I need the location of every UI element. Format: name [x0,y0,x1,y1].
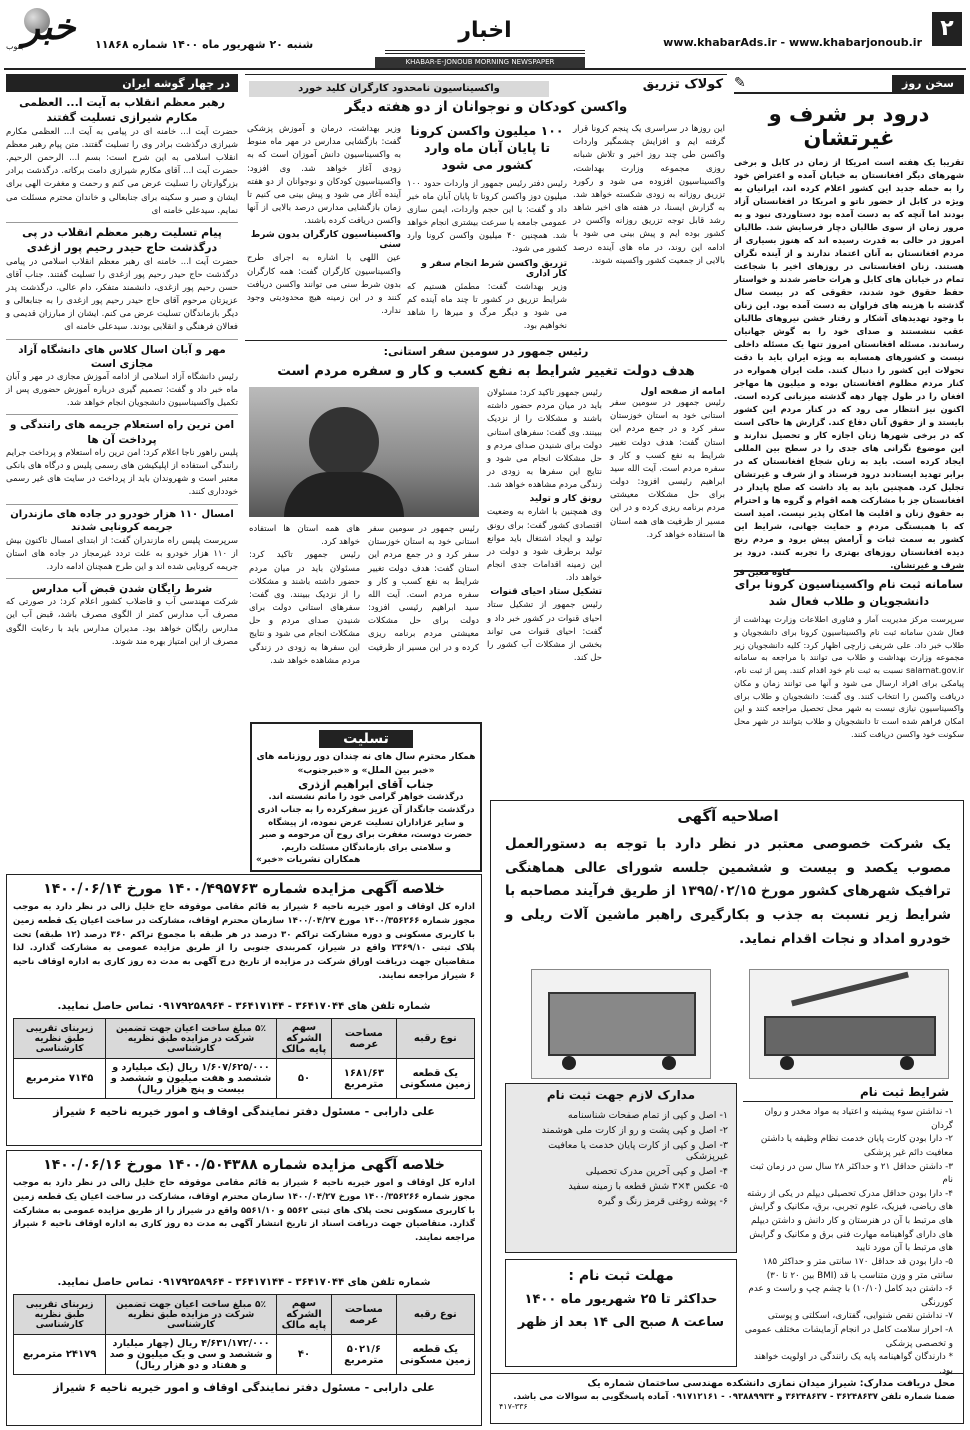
table-header-row [14,1295,475,1335]
table-header-row [14,1019,475,1059]
table-header: مساحت عرصه [332,1295,397,1335]
condolence-title: تسلیت [319,730,413,748]
documents-item: ۲- اصل و کپی پشت و رو از کارت ملی هوشمند [541,1125,728,1136]
person-shoulders-icon [284,472,404,517]
lead-left-col [247,123,401,335]
auction-notice-1 [6,874,482,1146]
condolence-name: جناب آقای ابراهیم ازذری [298,778,434,791]
news-item-title: امسال ۱۱۰ هزار خودرو در جاده های مازندران جریمه کرونایی شدند [10,508,234,533]
documents-item: ۵- عکس ۴×۳ شش قطعه با زمینه سفید [568,1181,728,1192]
news-item [6,414,238,499]
lead-story [245,74,727,338]
section-title: اخبار [385,18,585,54]
auction-phones: شماره تلفن های ۳۶۴۱۷۰۴۴ - ۳۶۴۱۷۱۴۴ - ۰۹۱۷۹۲۵۸۹۶۴ تماس حاصل نمایید. [57,1277,431,1288]
auction-notice-2 [6,1150,482,1426]
logo [6,4,92,60]
documents-item: ۶- پوشه روغنی قرمز رنگ و گیره [597,1196,728,1207]
documents-title: مدارک لازم جهت ثبت نام [546,1088,696,1102]
auction-footer: علی دارابی - مسئول دفتر نمایندگی اوقاف و امور خیریه ناحیه ۶ شیراز [53,1381,435,1394]
table-header: سهم الشرکه پایه مالک [276,1019,331,1059]
raisi-subtitle-3: تشکیل ستاد احیای قنوات [490,587,602,598]
table-cell: ۷۱۴۵ مترمربع [14,1059,106,1099]
raisi-headline: هدف دولت تغییر شرایط به نفع کسب و کار و سفره مردم است [277,363,695,379]
table-header: نوع رقبه [396,1019,474,1059]
table-cell: ۵۰۲۱/۶ مترمربع [332,1335,397,1375]
wheel-icon [900,1056,914,1070]
auction-title: خلاصه آگهی مزایده شماره ۱۴۰۰/۴۹۵۷۶۳ مورخ ۱۴۰۰/۰۶/۱۴ [43,881,445,897]
lead-box-title: ۱۰۰ میلیون واکسن کرونا تا پایان آبان ماه وارد کشور می شود [410,123,564,172]
wheel-icon [562,1056,576,1070]
rail-vehicle-image [749,969,949,1079]
news-item-body: پلیس راهور ناجا اعلام کرد: امن ترین راه استعلام و پرداخت جرایم رانندگی استفاده از اپلیکیشن های رسمی پلیس و درگاه های بانکی معتبر است و شهروندان باید از پرداخت در سایت های غیر رسمی خودداری کنند. [6,447,238,498]
table-cell: ۴۰ [276,1335,331,1375]
news-item-body: سرپرست پلیس راه مازندران گفت: از ابتدای امسال تاکنون بیش از ۱۱۰ هزار خودرو به علت تردد غیرمجاز در جاده های استان جریمه کرونایی شده اند و این طرح همچنان ادامه دارد. [6,535,239,572]
condolence-body-2: درگذشت خواهر گرامی خود را ماتم نشسته اند. درگذشت جانگداز آن عزیز سفرکرده را به جناب اذری و سایر عزاداران تسلیت عرض نموده، از پیشگاه حضرت دوست، مغفرت برای روح آن مرحومه و صبر و سلامتی برای بازماندگان مسئلت داریم. [257,792,475,853]
raisi-body-wrap [249,523,479,719]
auction-phones: شماره تلفن های ۳۶۴۱۷۰۴۴ - ۳۶۴۱۷۱۴۴ - ۰۹۱۷۹۲۵۸۹۶۴ تماس حاصل نمایید. [57,1001,431,1012]
wheel-icon [662,1056,676,1070]
deadline-box [505,1259,737,1367]
raisi-body-1-cont: رئیس جمهور در سومین سفر استانی خود به استان خوزستان سفر کرد و در جمع مردم این استان گفت: هدف دولت تغییر شرایط به نفع کسب و کار و سفره مردم است. آیت الله سید ابراهیم رئیسی افزود: دولت برای حل مشکلات معیشتی مردم برنامه ریزی کرده و در این مسیر از ظرفیت های همه استان ها استفاده خواهد کرد. [249,524,479,653]
raisi-story [245,340,727,722]
documents-item: ۱- اصل و کپی از تمام صفحات شناسنامه [567,1110,728,1121]
condolence-signature: همکاران نشریات «خبر» [256,854,361,865]
condition-item: ۳- داشتن حداقل ۲۱ و حداکثر ۲۸ سال سن در زمان ثبت نام [750,1161,953,1186]
news-item-title: پیام تسلیت رهبر معظم انقلاب در پی درگذشت حاج حیدر رحیم پور ازغدی [22,225,222,254]
condition-item: ۶- داشتن دید کامل (۱۰/۱۰) با چشم چپ و راست و عدم کوررنگی [748,1284,953,1308]
ad-code: ۴۱۷-۳۳۶ [499,1402,528,1411]
table-row [14,1059,475,1099]
deadline-title: مهلت ثبت نام : [568,1268,674,1284]
condition-item: ۱- نداشتن سوء پیشینه و اعتیاد به مواد مخدر و روان گردان [764,1107,953,1131]
crane-arm-icon [791,972,909,1007]
auction-table-wrap [7,1294,481,1375]
news-item-title: رهبر معظم انقلاب به آیت ا... العظمی مکارم شیرازی تسلیت گفتند [19,96,225,124]
news-item [6,96,238,218]
table-header: ۵٪ مبلغ ساخت اعیان جهت تضمین شرکت در مزایده طبق نظریه کارشناسی [106,1295,277,1335]
news-item-body: حضرت آیت ا... خامنه ای در پیامی به آیت ا... العظمی مکارم شیرازی درگذشت برادر وی را تسلیت گفتند. متن پیام رهبر معظم انقلاب اسلامی به این شرح است: بسم ا... الرحمن الرحیم. حضرت آیت ا... آقای مکارم شیرازی دامت برکاته. درگذشت برادر بزرگوارتان را تسلیت عرض می کنم و رحمت و مغفرت الهی برای ایشان و صبر و سکینه برای جنابعالی و خاندان محترم مسئلت می نمایم. سیدعلی خامنه ای [6,126,238,216]
deadline-date: حداکثر تا ۲۵ شهریور ماه ۱۴۰۰ [524,1292,718,1307]
vaccination-news [734,570,964,792]
condition-item: ۲- دارا بودن کارت پایان خدمت نظام وظیفه یا داشتن معافیت دائم غیر پزشکی [760,1134,953,1158]
raisi-photo [249,387,479,517]
table-header: سهم الشرکه پایه مالک [276,1295,331,1335]
ad-title: اصلاحیه آگهی [677,807,779,825]
condolence-body-1: همکار محترم سال های نه چندان دور روزنامه های «خبر بین الملل» و «خبرجنوب» [256,752,476,776]
condition-item: ۴- دارا بودن حداقل مدرک تحصیلی دیپلم در یکی از رشته های ریاضی، فیزیک، علوم تجربی، برق، مکانیک و گرایش های مرتبط با آن در هنرستان و کار دانش و داشتن دیپلم های دارای گواهینامه مهارت فنی برق و مکانیک و گرایش های مرتبط با آن مورد تایید [746,1188,953,1254]
four-corners-label: در چهار گوشه ایران [6,75,238,92]
table-header: نوع رقبه [396,1295,474,1335]
ad-address: محل دریافت مدارک: شیراز میدان نمازی دانشکده مهندسی ساختمان شماره یک [587,1378,955,1389]
editorial-column [734,74,964,578]
table-cell: ۱۶۸۱/۶۳ مترمربع [332,1059,397,1099]
news-item-title: شرط رایگان شدن قبض آب مدارس [31,583,213,596]
deadline-hours: ساعت ۸ صبح الی ۱۴ بعد از ظهر [517,1315,725,1330]
lead-body-3: عین اللهی با اشاره به اجرای طرح واکسیناسیون کارگران گفت: همه کارگران بدون شرط سنی می توانند واکسن دریافت کنند و در این زمینه هیچ محدودیتی وجود ندارد. [247,253,401,317]
auction-table-wrap [7,1018,481,1099]
lead-box-body-2: وزیر بهداشت گفت: مطمئن هستیم که شرایط تزریق در کشور تا چند ماه آینده کم می شود و دیگر مرگ و میرها را شاهد نخواهیم بود. [407,281,567,332]
masthead-bar: KHABAR-E-JONOUB MORNING NEWSPAPER [375,57,585,68]
rail-car-image [531,969,711,1079]
raisi-body-1: رئیس جمهور در سومین سفر استانی خود به استان خوزستان سفر کرد و در جمع مردم این استان گفت: هدف دولت تغییر شرایط به نفع کسب و کار و سفره مردم است. آیت الله سید ابراهیم رئیسی افزود: دولت برای حل مشکلات معیشتی مردم برنامه ریزی کرده و در این مسیر از ظرفیت های همه استان ها استفاده خواهد کرد. [610,398,725,540]
documents-item: ۴- اصل و کپی آخرین مدرک تحصیلی [585,1166,728,1177]
news-item-body: رئیس دانشگاه آزاد اسلامی از ادامه آموزش مجازی در مهر و آبان ماه خبر داد و گفت: تصمیم گیری درباره آموزش حضوری پس از تکمیل واکسیناسیون دانشجویان انجام خواهد شد. [6,371,238,409]
auction-table [13,1294,475,1375]
raisi-subtitle-2: رونق کار و تولید [529,494,602,505]
website-url: www.khabarAds.ir - www.khabarjonoub.ir [663,36,922,49]
page-number: ۲ [932,12,962,46]
conditions-box [743,1083,953,1376]
four-corners-column [6,74,238,870]
rail-vehicle-icon [764,1016,936,1056]
vaccination-body: سرپرست مرکز مدیریت آمار و فناوری اطلاعات وزارت بهداشت از فعال شدن سامانه ثبت نام واکسیناسیون کرونا برای دانشجویان و طلاب خبر داد. علی شریفی زارچی اظهار کرد: کلیه دانشجویان زیر مجموعه وزارت بهداشت و طلاب می توانند با مراجعه به سامانه salamat.gov.ir نسبت به ثبت نام خود اقدام کنند. پس از ثبت نام، پیامکی برای افراد ارسال می شود و آنها می توانند زمان و مکان دریافت واکسن را انتخاب کنند. وی گفت: دانشجویان و طلاب برای واکسیناسیون نیازی نیست به شهر محل تحصیل مراجعه کنند و این امکان فراهم شده است تا دانشجویان و طلاب بتوانند در شهر محل سکونت خود واکسن دریافت کنند. [734,614,964,739]
condition-item: ۸- احراز سلامت کامل در انجام آزمایشات مختلف عمومی و تخصصی پزشکی [744,1325,953,1349]
ad-footer [491,1373,963,1423]
documents-box [505,1083,737,1253]
condition-item: ۷- نداشتن نقص شنوایی، گفتاری، اسکلتی و پوستی [767,1311,953,1322]
raisi-col-2 [487,387,602,717]
raisi-col-1 [610,387,725,717]
editorial-label-text: سخن روز [892,75,964,92]
news-item [6,578,238,649]
wheel-icon [780,1056,794,1070]
table-cell: یک قطعه زمین مسکونی [396,1059,474,1099]
table-header: زیربنای تقریبی طبق نظریه کارشناسی [14,1295,106,1335]
raisi-body-2-cont: رئیس جمهور تاکید کرد: مسئولان باید در میان مردم حضور داشته باشند و مشکلات را از نزدیک ببینند. وی گفت: سفرهای استانی دولت برای شنیدن صدای مردم و حل مشکلات انجام می شود و نتایج این سفرها به زودی در زندگی مردم مشاهده خواهد شد. [249,550,360,666]
table-row [14,1335,475,1375]
editorial-label [734,74,964,94]
logo-text: خبر [22,6,76,48]
lead-kicker: کولاک تزریق [642,77,723,92]
auction-footer: علی دارابی - مسئول دفتر نمایندگی اوقاف و امور خیریه ناحیه ۶ شیراز [53,1105,435,1118]
documents-item: ۳- اصل و کپی از کارت پایان خدمت یا معافیت غیرپزشکی [548,1140,728,1162]
news-item [6,222,238,335]
ad-body: یک شرکت خصوصی معتبر در نظر دارد با توجه به دستورالعمل مصوب یکصد و بیست و ششمین جلسه شورای عالی هماهنگی ترافیک شهرهای کشور مورخ ۱۳۹۵/۰۲/۱۵ از طریق فرآیند مصاحبه با شرایط زیر نسبت به جذب و بکارگیری راهبر ماشین آلات ریلی و خودرو امداد و نجات اقدام نماید. [505,836,951,947]
news-item-body: شرکت مهندسی آب و فاضلاب کشور اعلام کرد: در صورتی که مصرف آب مدارس کمتر از الگوی مصرف باشد، قبض آب این مدارس رایگان خواهد بود. مدیران مدارس باید با رعایت الگوی مصرف از این امتیاز بهره مند شوند. [6,597,238,647]
news-item-title: امن ترین راه استعلام جریمه های رانندگی و پرداخت آن ها [9,419,235,446]
editorial-body: تقریبا یک هفته است امریکا از زمان در کابل و برخی شهرهای دیگر افغانستان به خیابان آمده و اعتراض خود را به حمله جدید این کشور اعلام کرده اند، ایرانیان به ویژه در کابل از حضور ناتو و امریکا در افغانستان آزاد بودند اما آنچه که به دست آمده بود دستاوردی نبود و به مرور زمان از سوی طالبان دچار فرسایش شد. طالبان امروز در حالی به قدرت رسیده اند که هنوز بسیاری از مردم افغانستان به آنان اعتماد ندارند و از آینده نگران هستند. زنان افغانستانی در روزهای اخیر با شجاعت تمام در خیابان های کابل و هرات حاضر شدند و خواستار حفظ حقوق خود شدند، حقوقی که در بیست سال گذشته با هزینه های فراوان به دست آمده بود. این زنان با وجود تهدیدهای آشکار و رفتار خشن نیروهای طالبان عقب ننشستند و صدای خود را به گوش جهانیان رساندند. مسئله افغانستان امروز تنها یک مسئله داخلی نیست و کشورهای همسایه به ویژه ایران باید با دقت تحولات این کشور را دنبال کنند. ملت ایران همواره در کنار مردم مظلوم افغانستان بوده و میلیون ها مهاجر افغان را در طول چهار دهه گذشته میزبانی کرده است. اکنون نیز انتظار می رود که در کنار مردم این کشور بایستد و از حقوق آنان دفاع کند. گزارش ها حاکی است که در برخی شهرها زنان اجازه کار و تحصیل ندارند و این موضوع نگرانی های جدی را در سطح بین المللی ایجاد کرده است. باید به زنان شجاع افغانستان که در برابر تهدید ایستادند درود فرستاد و از شرف و غیرتشان تجلیل کرد. همچنین باید به یاد داشت که صلح پایدار در افغانستان جز با مشارکت همه اقوام و گروه ها و احترام به حقوق زنان و اقلیت ها امکان پذیر نیست. امید است که با همبستگی مردم و حمایت جهانی، شرایط این کشور به سمت ثبات و آرامش پیش برود و مردم رنج دیده افغانستان روزهای بهتری را تجربه کنند. درود بر شرف و غیرتشان. [734,157,964,571]
table-cell: ۵۰ [276,1059,331,1099]
lead-headline: واکسن کودکان و نوجوانان از دو هفته دیگر [344,99,628,115]
raisi-body-2: رئیس جمهور تاکید کرد: مسئولان باید در میان مردم حضور داشته باشند و مشکلات را از نزدیک ببینند. وی گفت: سفرهای استانی دولت برای شنیدن صدای مردم و حل مشکلات انجام می شود و نتایج این سفرها به زودی در زندگی مردم مشاهده خواهد شد. [487,388,602,491]
table-cell: ۱/۶۰۷/۶۲۵/۰۰۰ ریال (یک میلیارد و ششصد و هفت میلیون و ششصد و بیست و پنج هزار ریال) [106,1059,277,1099]
lead-body-1: این روزها در سراسری یک پنجم کرونا قرار گرفته ایم و افزایش چشمگیر واردات واکسن طی چند روز اخیر و تلاش شبانه روزی مجموعه وزارت بهداشت، واکسیناسیون افزوده می شود و رکورد تزریق روزانه به زودی شکسته خواهد شد. به گزارش ایسنا، در هفته های اخیر شاهد رشد قابل توجه تزریق روزانه واکسن در کشور بوده ایم و پیش بینی می شود با ادامه این روند، در ماه های آینده درصد بالایی از جمعیت کشور واکسینه شوند. [573,124,725,266]
job-ad [490,800,964,1424]
news-item [6,504,238,575]
editorial-title: درود بر شرف و غیرتشان [768,102,930,150]
auction-body: اداره کل اوقاف و امور خیریه ناحیه ۶ شیراز به قائم مقامی موقوفه حاج خلیل زالی در نظر دارد به موجب مجوز شماره ۱۴۰۰/۳۵۶۲۶۶ مورخ ۱۴۰۰/۰۴/۲۷ سازمان محترم اوقاف، مشارکت در ساخت اعیان یک قطعه زمین با کاربری مسکونی تحت پلاک های ثبتی ۵۵۶۲ و ۵۵۶۱/۱۰ واقع در شیراز را از طریق مزایده عمومی به مشارکت گذارد. متقاضیان جهت دریافت اسناد از تاریخ انتشار آگهی به مدت ده روز کاری به اداره اوقاف ناحیه ۶ شیراز مراجعه نمایند. [13,1178,476,1243]
conditions-title: شرایط ثبت نام [743,1083,953,1102]
news-item [6,339,238,411]
table-header: زیربنای تقریبی طبق نظریه کارشناسی [14,1019,106,1059]
header-divider [4,68,966,70]
lead-deck: واکسیناسیون نامحدود کارگران کلید خورد [249,81,549,97]
lead-box-body: رئیس دفتر رئیس جمهور از واردات حدود ۱۰۰ میلیون دوز واکسن کرونا تا پایان آبان ماه خبر داد و گفت: با این حجم واردات، ایمن سازی عمومی جامعه با سرعت بیشتری انجام خواهد شد. همچنین ۴۰ میلیون واکسن کرونا وارد کشور می شود. [407,178,567,255]
raisi-subtitle-1: امامه از صفحه اول [640,387,725,397]
raisi-kicker: رئیس جمهور در سومین سفر استانی: [383,345,589,358]
condition-item: ۵- دارا بودن قد حداقل ۱۷۰ سانتی متر و حداکثر ۱۸۵ سانتی متر و وزن متناسب با قد (BMI بین ۲۰ تا ۳۰) [762,1256,953,1281]
table-cell: ۴/۶۳۱/۱۷۲/۰۰۰ ریال (چهار میلیارد و ششصد و سی و یک میلیون و صد و هفتاد و دو هزار ریال) [106,1335,277,1375]
condolence-box [250,722,482,872]
pen-icon: ✎ [734,75,746,91]
raisi-body-4: رئیس جمهور از تشکیل ستاد احیای قنوات در کشور خبر داد و گفت: احیای قنوات می تواند بخشی از مشکلات آب کشور را حل کند. [487,600,602,664]
table-header: ۵٪ مبلغ ساخت اعیان جهت تضمین شرکت در مزایده طبق نظریه کارشناسی [106,1019,277,1059]
table-cell: ۲۴۱۷۹ مترمربع [14,1335,106,1375]
news-item-body: حضرت آیت ا... خامنه ای رهبر معظم انقلاب اسلامی در پیامی درگذشت حاج حیدر رحیم پور ازغدی را تسلیت گفتند. جناب آقای حسن رحیم پور ازغدی، دانشمند متفکر، دام عالی. درگذشت پدر عزیزتان مرحوم آقای حاج حیدر رحیم پور ازغدی را به جنابعالی و دیگر بازماندگان تسلیت عرض می کنم. ایشان از مبارزان قدیمی و فعالان فرهنگی و انقلابی بودند. سیدعلی خامنه ای [6,256,238,333]
auction-body: اداره کل اوقاف و امور خیریه ناحیه ۶ شیراز به قائم مقامی موقوفه حاج خلیل زالی در نظر دارد به موجب مجوز شماره ۱۴۰۰/۳۵۶۲۶۶ مورخ ۱۴۰۰/۰۴/۲۷ سازمان محترم اوقاف، مشارکت در ساخت اعیان یک قطعه زمین با کاربری مسکونی و دوره مشارکت تراکم ۳۰ درصد در هر طبقه با مجموع تراکم ۳۶۰ درصد (۱۲ طبقه) تحت پلاک ثبتی ۲۳۶۹/۱۰ واقع در شیراز، کمربندی جنوبی را از طریق مزایده عمومی به مشارکت گذارد. لذا متقاضیان جهت دریافت اوراق شرکت در مزایده از تاریخ درج آگهی به مدت ده روز کاری به اداره اوقاف ناحیه ۶ شیراز مراجعه نمایند. [13,902,476,981]
auction-title: خلاصه آگهی مزایده شماره ۱۴۰۰/۵۰۴۳۸۸ مورخ ۱۴۰۰/۰۶/۱۶ [43,1157,445,1173]
logo-subtext: جنوب [6,42,26,51]
condition-item: * دارندگان گواهینامه پایه یک رانندگی در اولویت خواهند بود. [753,1352,953,1376]
lead-box [407,123,567,335]
lead-box-subtitle: تزریق واکسن شرط انجام سفر و کار اداری [421,258,567,279]
page-header [0,0,970,70]
auction-table [13,1018,475,1099]
ad-contact: ضمنا شماره تلفن ۳۶۲۴۸۶۳۷ - ۳۶۲۴۸۶۳۷ و ۰۹۳۸۸۹۹۳۴ - ۰۹۱۷۱۲۱۶۱ آماده پاسخگویی به سوالات می باشد. [513,1392,955,1402]
rail-car-icon [548,992,696,1056]
table-header: مساحت عرصه [332,1019,397,1059]
news-item-title: مهر و آبان اسال کلاس های دانشگاه آزاد مجازی است [18,343,226,370]
person-silhouette-icon [309,407,379,477]
vaccination-title: سامانه ثبت نام واکسیناسیون کرونا برای دانشجویان و طلاب فعال شد [734,577,964,608]
lead-body-2: وزیر بهداشت، درمان و آموزش پزشکی گفت: بازگشایی مدارس در مهر ماه منوط به واکسیناسیون دانش آموزان است که به زودی آغاز خواهد شد. وی افزود: واکسیناسیون کودکان و نوجوانان از دو هفته آینده آغاز می شود و پیش بینی می کنیم تا زمان بازگشایی مدارس درصد بالایی از آنها واکسن دریافت کرده باشند. [247,124,401,227]
editorial-author: کاوه معین فر [734,568,791,578]
raisi-body-3: وی همچنین با اشاره به وضعیت اقتصادی کشور گفت: برای رونق تولید و ایجاد اشتغال باید موانع تولید برطرف شود و دولت در این زمینه اقدامات جدی انجام خواهد داد. [487,507,602,584]
table-cell: یک قطعه زمین مسکونی [396,1335,474,1375]
lead-subtitle: واکسیناسیون کارگران بدون شرط سنی [250,230,401,251]
issue-date: شنبه ۲۰ شهریور ماه ۱۴۰۰ شماره ۱۱۸۶۸ [95,38,314,51]
